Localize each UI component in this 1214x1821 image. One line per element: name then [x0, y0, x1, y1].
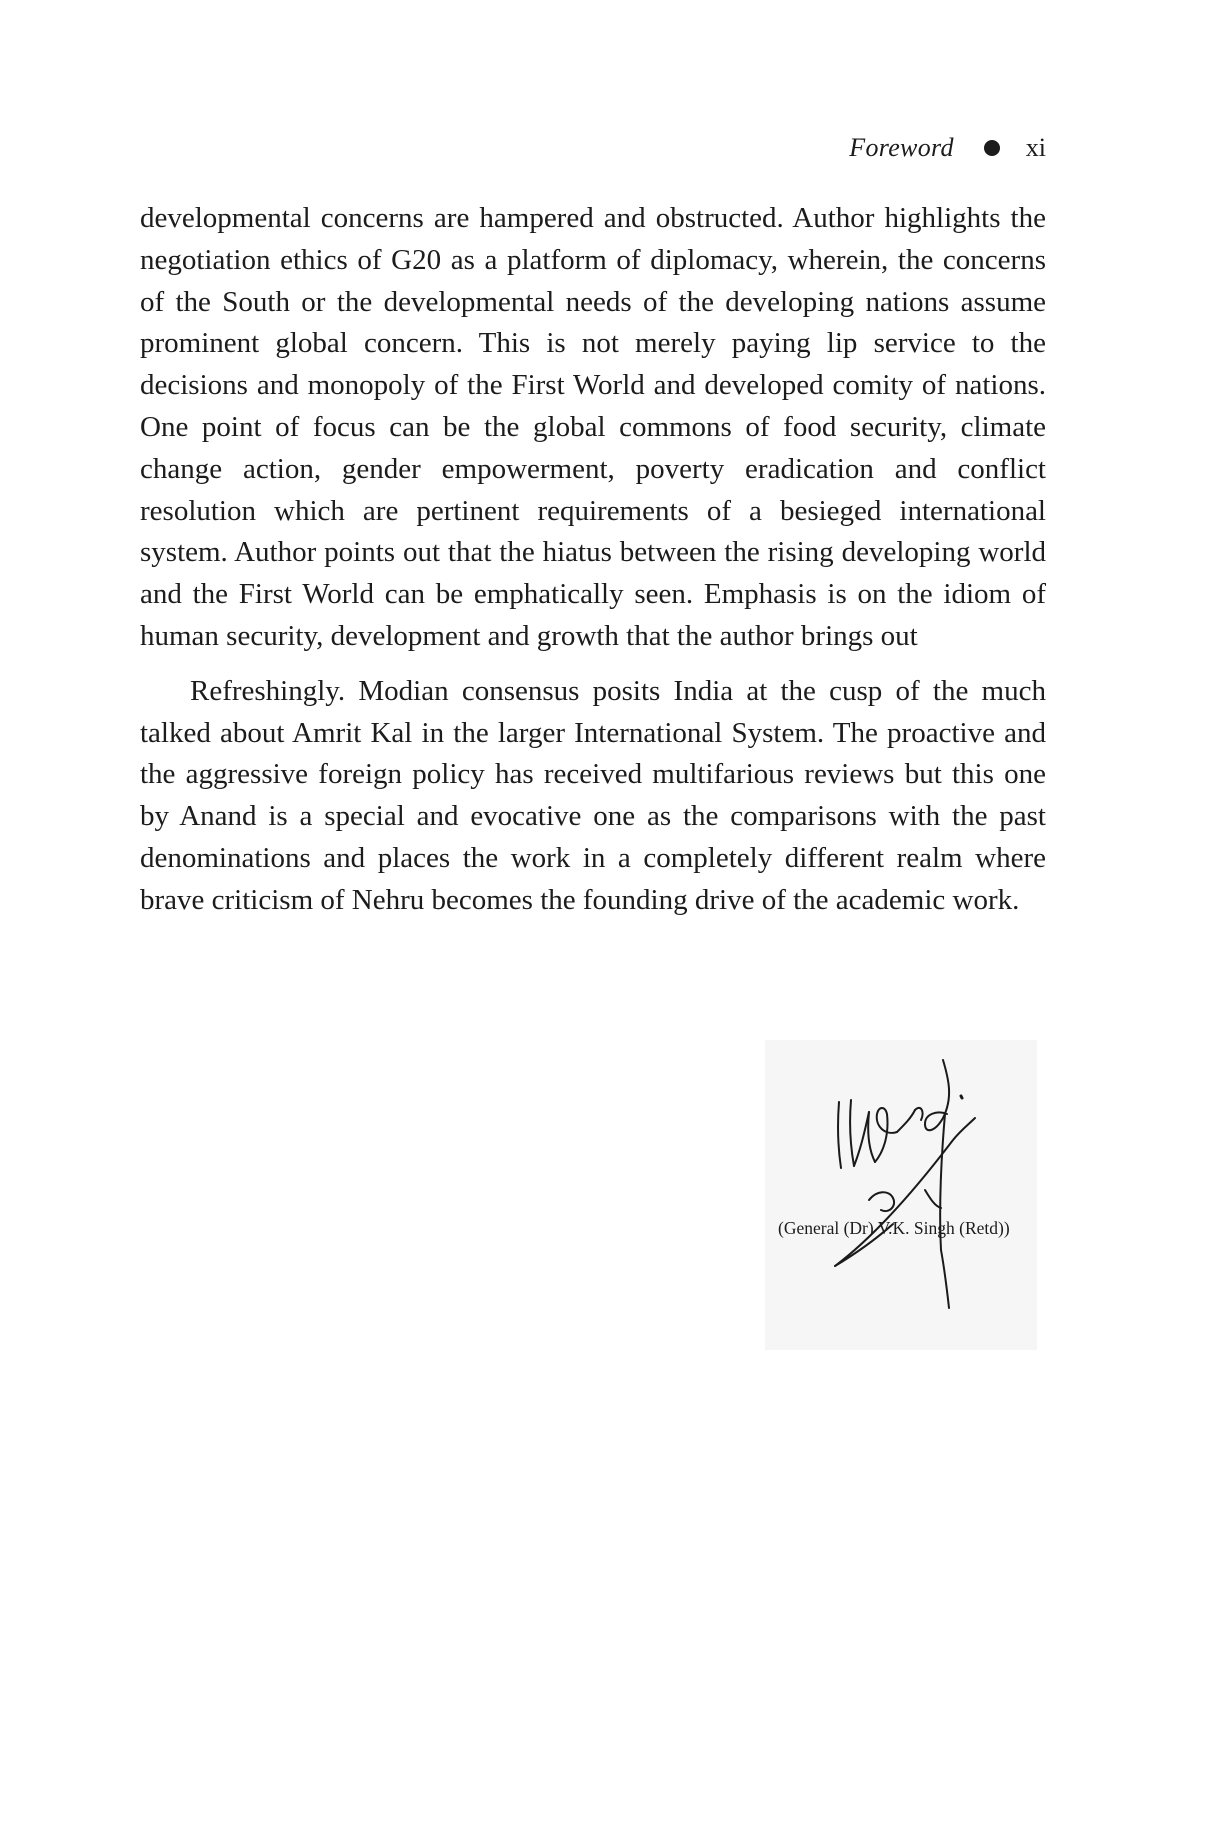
- handwritten-signature: [765, 1040, 1037, 1350]
- paragraph-refreshingly: Refreshingly. Modian consensus posits India at the cusp of the much talked about Amrit Kal in the larger International System. The proactive and the aggressive foreign policy has received multifarious reviews but this one by Anand is a special and evocative one as the comparisons with the past denominations and places the work in a completely different realm where brave criticism of Nehru becomes the founding drive of the academic work.: [140, 674, 1046, 916]
- bullet-icon: [984, 140, 1000, 156]
- paragraph-continued: developmental concerns are hampered and obstructed. Author highlights the negotiation ethics of G20 as a platform of diplomacy, wherein, the concerns of the South or the developmental needs of the developing nations assume prominent global concern. This is not merely paying lip service to the decisions and monopoly of the First World and developed comity of nations. One point of focus can be the global commons of food security, climate change action, gender empowerment, poverty eradication and conflict resolution which are pertinent requirements of a besieged international system. Author points out that the hiatus between the rising developing world and the First World can be emphatically seen. Emphasis is on the idiom of human security, development and growth that the author brings out: [140, 202, 1046, 652]
- running-head: [849, 133, 1046, 163]
- page-number: xi: [1025, 133, 1046, 162]
- signatory-name: (General (Dr) V.K. Singh (Retd)): [778, 1218, 1010, 1238]
- body-text: [140, 198, 1046, 922]
- signature-block: [765, 1040, 1037, 1350]
- running-head-title: Foreword: [849, 133, 954, 162]
